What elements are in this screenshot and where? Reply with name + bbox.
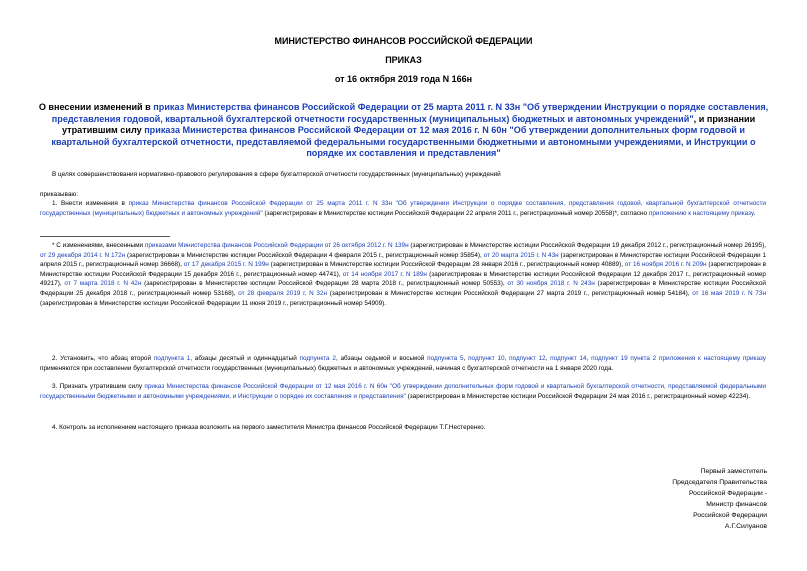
signature-line: Первый заместитель <box>700 468 767 475</box>
item-4-paragraph: 4. Контроль за исполнением настоящего приказа возложить на первого заместителя Министра финансов Российской Федерации Т.Г.Нестеренко. <box>52 424 486 431</box>
item-1-text-c: (зарегистрирован в Министерстве юстиции Российской Федерации 22 апреля 2011 г., регистрационный номер 20558)*, согласно <box>262 209 649 217</box>
item-2-link[interactable]: пункта 2 приложения к настоящему приказу <box>630 355 766 362</box>
item-2-link[interactable]: подпункт 14 <box>550 355 587 362</box>
title-text-1: О внесении изменений в <box>38 102 154 112</box>
title-link-order-33n[interactable]: приказ Министерства финансов Российской Федерации от 25 марта 2011 г. N 33н "Об утверждении Инструкции о порядке составления, представления годовой, квартальной бухгалтерской отчетности государственных (муниципальных) бюджетных и автономных учреждений" <box>51 102 769 124</box>
footnote-link[interactable]: от 17 декабря 2015 г. N 199н <box>183 261 269 269</box>
document-title <box>38 102 769 160</box>
footnote-link[interactable]: от 16 мая 2019 г. N 73н <box>692 289 766 297</box>
item-3-text-a: 3. Признать утратившим силу <box>52 383 145 390</box>
footnote-text: (зарегистрирован в Министерстве юстиции Российской Федерации 1 апреля 2015 г., регистрационный номер 36668), <box>40 251 767 269</box>
footnote-link[interactable]: от 29 декабря 2014 г. N 172н <box>40 251 126 259</box>
footnote-link[interactable]: от 20 марта 2015 г. N 43н <box>483 251 559 259</box>
item-3-link-order-60n[interactable]: приказ Министерства финансов Российской Федерации от 12 мая 2016 г. N 60н "Об утверждении дополнительных форм годовой и квартальной бухгалтерской отчетности, представляемой федеральными государственными бюджетными и автономными учреждениями, и Инструкции о порядке их составления и представления" <box>40 383 766 400</box>
item-2-link[interactable]: подпункта 5 <box>427 355 464 362</box>
item-2-text: , <box>504 355 510 362</box>
title-link-order-60n[interactable]: приказа Министерства финансов Российской Федерации от 12 мая 2016 г. N 60н "Об утверждении дополнительных форм годовой и квартальной бухгалтерской отчетности, представляемой федеральными государственными бюджетными и автономными учреждениями, и Инструкции о порядке их составления и представления" <box>51 125 756 159</box>
item-2-text: применяются при составлении бухгалтерской отчетности государственных (муниципальных) бюджетных и автономных учреждений, начиная с бухгалтерской отчетности на 1 января 2020 года. <box>40 364 614 372</box>
footnote-text: (зарегистрирован в Министерстве юстиции Российской Федерации 27 марта 2019 г., регистрационный номер 54184), <box>327 289 693 297</box>
footnote-link[interactable]: от 30 ноября 2018 г. N 243н <box>507 280 595 288</box>
footnote-link[interactable]: от 16 ноября 2016 г. N 209н <box>624 261 707 269</box>
signature-line: Председателя Правительства <box>672 479 767 486</box>
item-1-text-a: 1. Внести изменения в <box>52 200 129 207</box>
title-text-2: , и признании утратившим силу <box>62 113 756 136</box>
item-2-link[interactable]: подпункт 19 <box>591 355 628 362</box>
footnote-text: * С изменениями, внесенными <box>52 242 145 249</box>
item-3-text-c: (зарегистрирован в Министерстве юстиции Российской Федерации 24 мая 2016 г., регистрационный номер 42234). <box>405 392 751 400</box>
footnote-link[interactable]: приказами Министерства финансов Российской Федерации от 26 октября 2012 г. N 139н <box>144 242 409 249</box>
item-2-text: , <box>463 355 469 362</box>
footnote-text: (зарегистрирован в Министерстве юстиции Российской Федерации 28 января 2016 г., регистрационный номер 40889), <box>268 261 625 269</box>
footnote-text: (зарегистрирован в Министерстве юстиции Российской Федерации 11 июня 2019 г., регистрационный номер 54909). <box>40 299 387 307</box>
footnote-paragraph <box>40 241 766 308</box>
date-number-heading: от 16 октября 2019 года N 166н <box>334 74 473 84</box>
signature-line: Министр финансов <box>706 501 767 508</box>
intro-paragraph: В целях совершенствования нормативно-правового регулирования в сфере бухгалтерской отчетности государственных (муниципальных) учреждений <box>52 171 501 178</box>
item-2-text: , абзацы десятый и одиннадцатый <box>190 355 300 362</box>
footnote-link[interactable]: от 7 марта 2018 г. N 42н <box>64 280 142 288</box>
item-2-text: , <box>545 355 551 362</box>
item-1-link-appendix[interactable]: приложению к настоящему приказу <box>648 209 754 217</box>
doc-type-heading: ПРИКАЗ <box>385 55 422 65</box>
item-1-link-order[interactable]: приказ Министерства финансов Российской Федерации от 25 марта 2011 г. N 33н "Об утверждении Инструкции о порядке составления, представления годовой, квартальной бухгалтерской отчетности государственных (муниципальных) бюджетных и автономных учреждений" <box>40 200 766 217</box>
item-2-link[interactable]: подпункта 2 <box>299 355 336 362</box>
ministry-heading: МИНИСТЕРСТВО ФИНАНСОВ РОССИЙСКОЙ ФЕДЕРАЦИИ <box>274 36 533 46</box>
footnote-divider <box>40 236 170 237</box>
order-word: приказываю: <box>40 191 78 198</box>
signature-line: А.Г.Силуанов <box>724 523 767 530</box>
item-3-paragraph <box>40 382 766 401</box>
item-1-paragraph <box>40 199 766 218</box>
item-1-text-e: . <box>753 209 756 217</box>
signature-block <box>607 466 767 532</box>
footnote-text: (зарегистрирован в Министерстве юстиции Российской Федерации 28 марта 2018 г., регистрационный номер 50553), <box>141 280 508 288</box>
signature-line: Российской Федерации - <box>688 490 767 497</box>
item-2-paragraph <box>40 354 766 373</box>
footnote-text: (зарегистрирован в Министерстве юстиции Российской Федерации 12 декабря 2017 г., регистрационный номер 49217), <box>40 270 766 288</box>
item-2-link[interactable]: подпункта 1 <box>153 355 191 362</box>
signature-line: Российской Федерации <box>693 512 767 519</box>
footnote-link[interactable]: от 14 ноября 2017 г. N 189н <box>342 270 427 278</box>
item-2-text: , абзацы седьмой и восьмой <box>335 355 428 362</box>
item-2-link[interactable]: подпункт 12 <box>509 355 546 362</box>
footnote-text: (зарегистрирован в Министерстве юстиции Российской Федерации 19 декабря 2012 г., регистрационный номер 26195), <box>408 242 766 249</box>
item-2-link[interactable]: подпункт 10 <box>468 355 505 362</box>
item-2-text: , <box>586 355 592 362</box>
footnote-text: (зарегистрирован в Министерстве юстиции Российской Федерации 15 декабря 2016 г., регистрационный номер 44741), <box>40 261 766 278</box>
footnote-text: (зарегистрирован в Министерстве юстиции Российской Федерации 4 февраля 2015 г., регистрационный номер 35854), <box>125 251 484 259</box>
footnote-text: (зарегистрирован в Министерстве юстиции Российской Федерации 25 декабря 2018 г., регистрационный номер 53168), <box>40 280 766 297</box>
footnote-link[interactable]: от 28 февраля 2019 г. N 32н <box>238 289 328 297</box>
item-2-text: 2. Установить, что абзац второй <box>52 355 154 362</box>
